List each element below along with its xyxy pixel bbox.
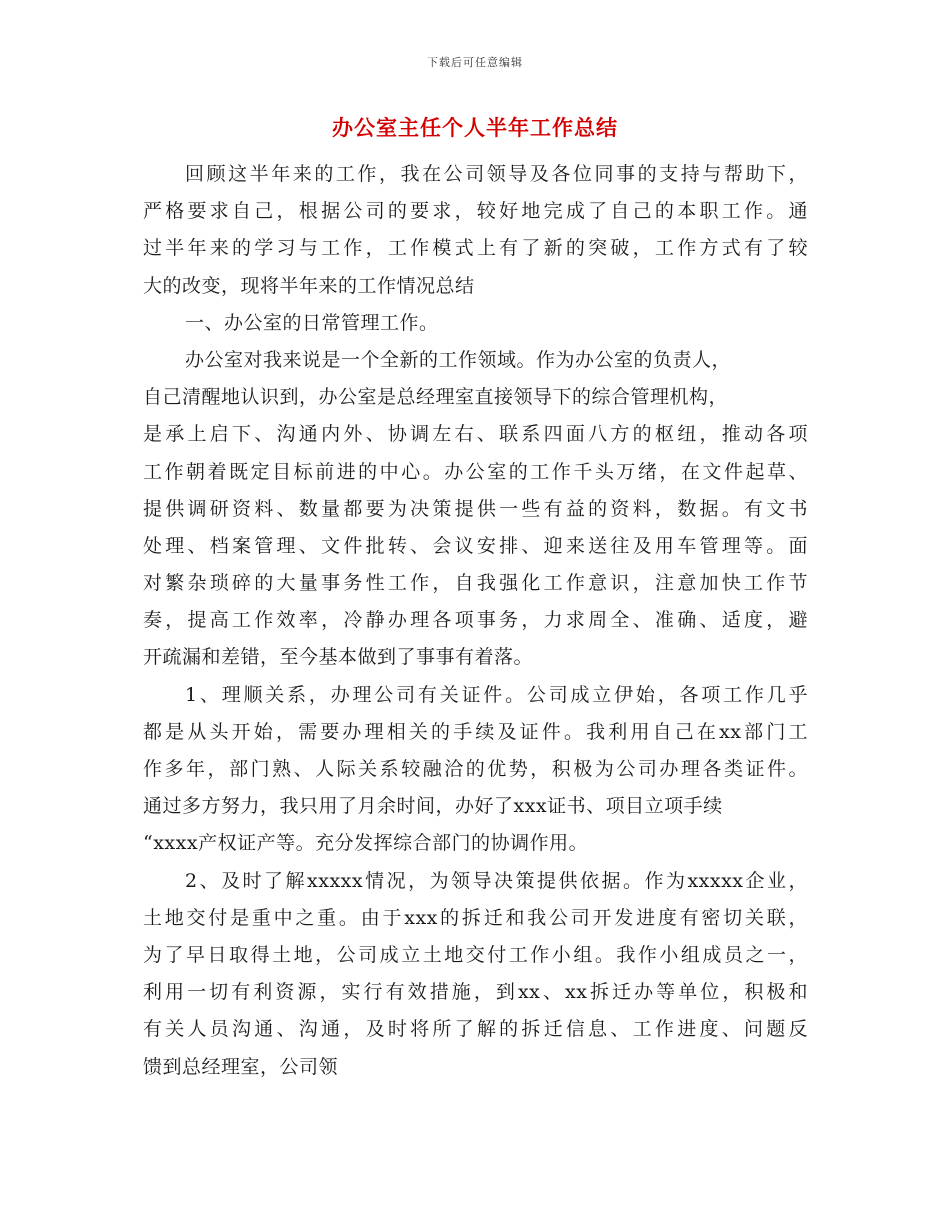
- body-line: 一、办公室的日常管理工作。: [185, 311, 439, 334]
- body-line: 土地交付是重中之重。由于xxx的拆迁和我公司开发进度有密切关联，: [143, 906, 808, 929]
- body-line: 开疏漏和差错，至今基本做到了事事有着落。: [143, 646, 534, 669]
- body-line: 过半年来的学习与工作，工作模式上有了新的突破，工作方式有了较: [143, 237, 808, 260]
- document-body: [143, 156, 808, 1086]
- body-line: 办公室对我来说是一个全新的工作领域。作为办公室的负责人，: [185, 348, 732, 371]
- body-line: 是承上启下、沟通内外、协调左右、联系四面八方的枢纽，推动各项: [143, 423, 808, 446]
- body-line: 都是从头开始，需要办理相关的手续及证件。我利用自己在xx部门工: [143, 720, 808, 743]
- body-line: 大的改变，现将半年来的工作情况总结: [143, 274, 475, 297]
- body-line: 奏，提高工作效率，冷静办理各项事务，力求周全、准确、适度，避: [143, 609, 808, 632]
- body-line: 工作朝着既定目标前进的中心。办公室的工作千头万绪，在文件起草、: [143, 460, 808, 483]
- body-line: 1、理顺关系，办理公司有关证件。公司成立伊始，各项工作几乎: [185, 683, 808, 706]
- body-line: 馈到总经理室，公司领: [143, 1055, 339, 1078]
- body-line: 自己清醒地认识到，办公室是总经理室直接领导下的综合管理机构，: [143, 386, 729, 409]
- header-note: 下载后可任意编辑: [427, 56, 523, 69]
- body-line: 利用一切有利资源，实行有效措施，到xx、xx拆迁办等单位，积极和: [143, 981, 808, 1004]
- body-line: 为了早日取得土地，公司成立土地交付工作小组。我作小组成员之一，: [143, 943, 808, 966]
- body-line: 2、及时了解xxxxx情况，为领导决策提供依据。作为xxxxx企业，: [185, 869, 808, 892]
- body-line: 提供调研资料、数量都要为决策提供一些有益的资料，数据。有文书: [143, 497, 808, 520]
- body-line: 严格要求自己，根据公司的要求，较好地完成了自己的本职工作。通: [143, 200, 808, 223]
- body-line: 通过多方努力，我只用了月余时间，办好了xxx证书、项目立项手续: [143, 795, 723, 818]
- body-line: 作多年，部门熟、人际关系较融洽的优势，积极为公司办理各类证件。: [143, 758, 808, 780]
- body-line: 有关人员沟通、沟通，及时将所了解的拆迁信息、工作进度、问题反: [143, 1018, 808, 1041]
- body-line: “xxxx产权证产等。充分发挥综合部门的协调作用。: [143, 832, 589, 855]
- document-title: 办公室主任个人半年工作总结: [332, 115, 618, 140]
- body-line: 对繁杂琐碎的大量事务性工作，自我强化工作意识，注意加快工作节: [143, 572, 808, 595]
- body-line: 处理、档案管理、文件批转、会议安排、迎来送往及用车管理等。面: [143, 534, 808, 557]
- body-line: 回顾这半年来的工作，我在公司领导及各位同事的支持与帮助下，: [185, 163, 808, 185]
